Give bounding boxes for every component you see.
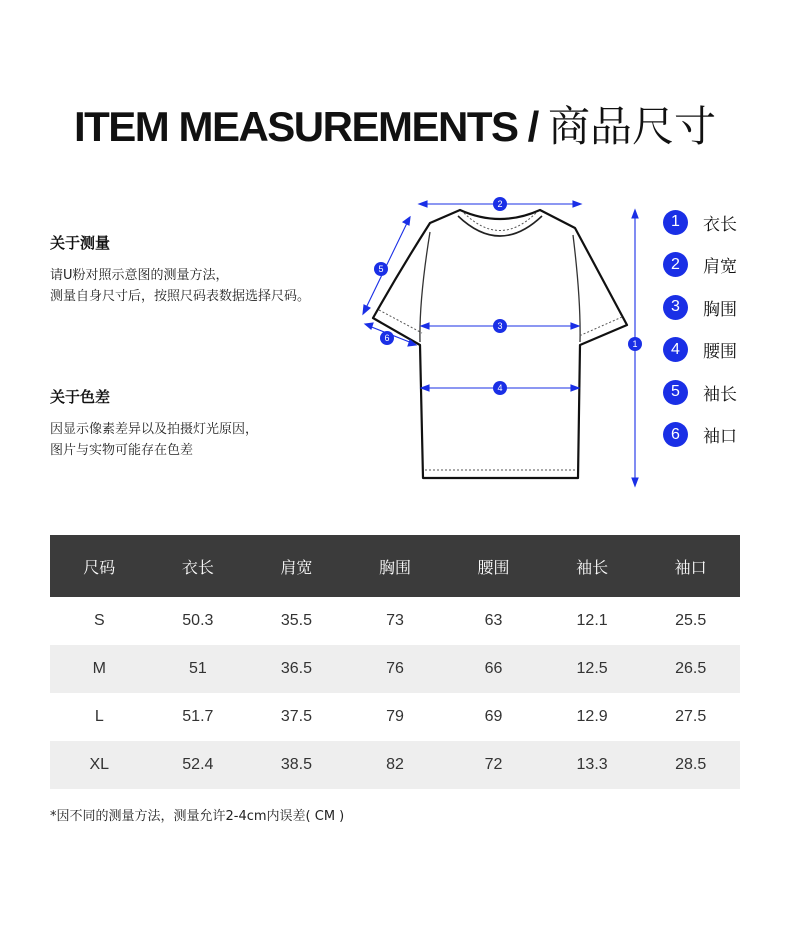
table-cell: 27.5 xyxy=(675,708,707,725)
marker-2-label: 2 xyxy=(497,199,503,209)
title-en: ITEM MEASUREMENTS xyxy=(73,103,518,150)
marker-5-label: 5 xyxy=(378,264,384,274)
legend-label: 肩宽 xyxy=(703,257,737,278)
table-cell: 25.5 xyxy=(675,612,707,629)
color-note-title: 关于色差 xyxy=(50,388,111,406)
marker-1-label: 1 xyxy=(632,339,638,349)
table-cell: 51.7 xyxy=(182,708,214,725)
legend-item-shoulder xyxy=(663,251,737,279)
table-cell: S xyxy=(93,612,105,629)
legend-label: 袖长 xyxy=(703,384,737,405)
legend-label: 胸围 xyxy=(703,299,737,320)
table-cell: 13.3 xyxy=(543,741,642,789)
marker-1 xyxy=(628,337,642,351)
table-cell: 69 xyxy=(484,708,503,725)
table-cell: 12.5 xyxy=(543,645,642,693)
header-chest: 胸围 xyxy=(346,535,445,597)
legend-number-badge: 1 xyxy=(663,210,688,235)
marker-6 xyxy=(380,331,394,345)
table-cell: 12.1 xyxy=(576,612,608,629)
marker-6-label: 6 xyxy=(384,333,390,343)
legend-label: 衣长 xyxy=(703,214,737,235)
legend-number-badge: 5 xyxy=(663,380,688,405)
title-cn: 商品尺寸 xyxy=(548,102,717,151)
measurement-note-line: 请U粉对照示意图的测量方法， xyxy=(50,268,229,283)
table-cell: 72 xyxy=(444,741,543,789)
color-note xyxy=(50,386,370,461)
legend-item-chest xyxy=(663,293,737,321)
table-cell: 28.5 xyxy=(641,741,740,789)
header-length: 衣长 xyxy=(149,535,248,597)
marker-4-label: 4 xyxy=(497,383,503,393)
table-cell: 12.9 xyxy=(576,708,608,725)
table-header-row xyxy=(50,535,740,597)
color-note-line: 图片与实物可能存在色差 xyxy=(50,443,194,458)
table-cell: 26.5 xyxy=(641,645,740,693)
marker-2 xyxy=(493,197,507,211)
table-row xyxy=(50,693,740,741)
table-row xyxy=(50,741,740,789)
marker-5 xyxy=(374,262,388,276)
measurement-note xyxy=(50,232,370,307)
table-cell: 79 xyxy=(386,708,404,725)
table-cell: 66 xyxy=(444,645,543,693)
title-separator: / xyxy=(527,103,538,150)
table-cell: 82 xyxy=(346,741,445,789)
marker-4 xyxy=(493,381,507,395)
marker-3 xyxy=(493,319,507,333)
table-cell: 63 xyxy=(484,612,503,629)
legend-item-sleeve-length xyxy=(663,378,737,406)
header-shoulder: 肩宽 xyxy=(247,535,346,597)
header-size: 尺码 xyxy=(50,535,149,597)
footnote: *因不同的测量方法，测量允许2-4cm内误差( CM ) xyxy=(50,809,345,824)
header-cuff: 袖口 xyxy=(641,535,740,597)
page-title xyxy=(0,94,790,154)
table-cell: 38.5 xyxy=(247,741,346,789)
table-row xyxy=(50,597,740,645)
tshirt-measurement-diagram xyxy=(355,190,655,495)
table-cell: 76 xyxy=(346,645,445,693)
measurement-note-title: 关于测量 xyxy=(50,234,111,252)
table-cell: 35.5 xyxy=(280,612,312,629)
table-cell: XL xyxy=(50,741,149,789)
legend-label: 腰围 xyxy=(703,342,737,363)
legend-item-waist xyxy=(663,336,737,364)
legend-number-badge: 4 xyxy=(663,337,688,362)
table-cell: 73 xyxy=(386,612,404,629)
legend-number-badge: 2 xyxy=(663,252,688,277)
table-cell: 36.5 xyxy=(247,645,346,693)
legend-number-badge: 3 xyxy=(663,295,688,320)
table-row xyxy=(50,645,740,693)
size-chart-table xyxy=(50,535,740,789)
table-cell: 52.4 xyxy=(149,741,248,789)
table-cell: 50.3 xyxy=(182,612,214,629)
header-waist: 腰围 xyxy=(444,535,543,597)
measurement-note-line: 测量自身尺寸后，按照尺码表数据选择尺码。 xyxy=(50,289,311,304)
legend-item-cuff xyxy=(663,421,737,449)
legend-number-badge: 6 xyxy=(663,422,688,447)
legend-label: 袖口 xyxy=(703,427,737,448)
legend-item-length xyxy=(663,208,737,236)
header-sleeve-length: 袖长 xyxy=(543,535,642,597)
table-cell: 51 xyxy=(149,645,248,693)
marker-3-label: 3 xyxy=(497,321,503,331)
table-cell: L xyxy=(94,708,104,725)
color-note-line: 因显示像素差异以及拍摄灯光原因， xyxy=(50,422,259,437)
table-cell: 37.5 xyxy=(280,708,312,725)
measurement-legend xyxy=(663,208,737,464)
table-cell: M xyxy=(50,645,149,693)
